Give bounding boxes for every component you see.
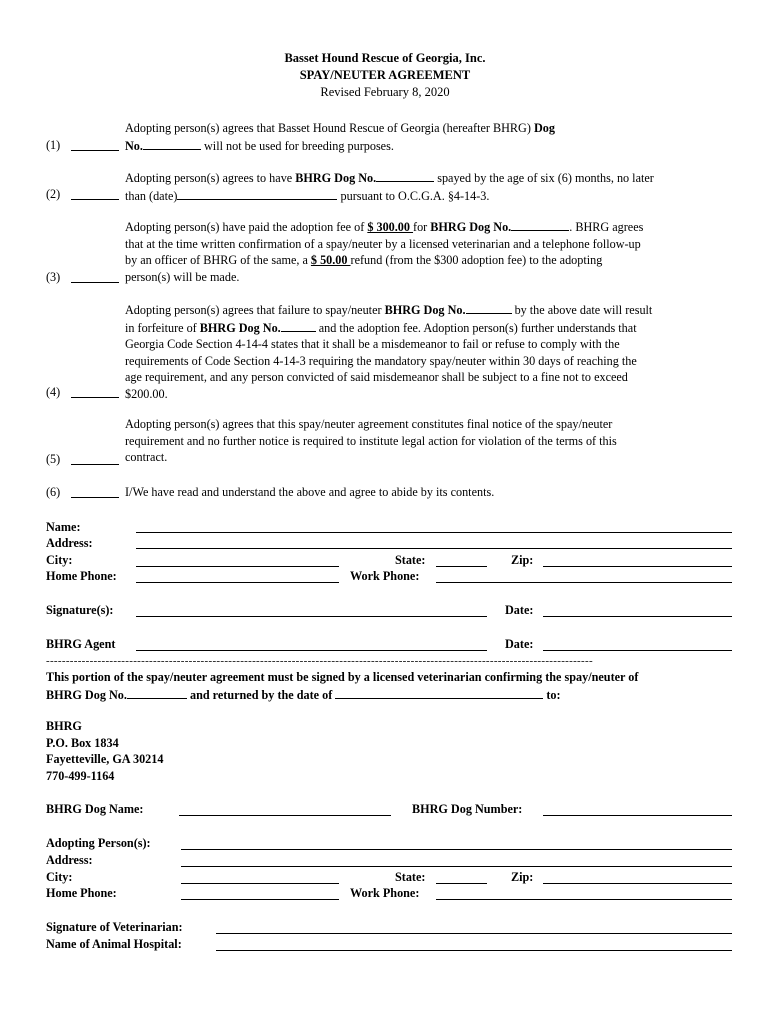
return-date-field[interactable] [335,686,543,699]
agent-field[interactable] [136,650,487,651]
vet-signature-field[interactable] [216,933,732,934]
vet-intro-to: to: [543,687,561,702]
clause-4 [125,301,725,402]
city-field[interactable] [136,566,339,567]
adopting-persons-field[interactable] [181,849,732,850]
vet-work-phone-label: Work Phone: [350,886,420,900]
clause-1-text-2: will not be used for breeding purposes. [200,138,394,153]
agent-date-label: Date: [505,637,534,651]
item-number-3: (3) [46,270,61,284]
dog-number-field-1[interactable] [143,137,201,150]
adopting-persons-label: Adopting Person(s): [46,836,151,850]
address-line-3: Fayetteville, GA 30214 [46,752,164,766]
clause-1 [125,120,725,154]
item-number-6: (6) [46,485,61,499]
clause-2-text-3: pursuant to O.C.G.A. §4-14-3. [337,188,490,203]
clause-4-text-8: $200.00. [125,386,168,401]
clause-2 [125,169,725,204]
address-field[interactable] [136,548,732,549]
clause-4-text-7: age requirement, and any person convicted of said misdemeanor shall be subject to a fine not to exceed [125,370,628,384]
clause-3-text-2: . BHRG agrees [569,220,644,234]
initial-field-5[interactable] [71,464,119,465]
dog-number-field-3[interactable] [511,218,569,231]
clause-4-text-2: by the above date will result [511,303,653,317]
clause-5-text-2: requirement and no further notice is required to institute legal action for violation of the terms of this [125,433,617,448]
vet-city-field[interactable] [181,883,339,884]
agent-label: BHRG Agent [46,637,116,651]
clause-2-dog: BHRG Dog No. [295,171,377,185]
clause-3-dog: BHRG Dog No. [430,220,512,234]
clause-4-text-4: and the adoption fee. Adoption person(s) further understands that [315,320,637,335]
initial-field-3[interactable] [71,282,119,283]
vet-intro-return: and returned by the date of [186,687,336,702]
org-title: Basset Hound Rescue of Georgia, Inc. [284,51,486,65]
vet-work-phone-field[interactable] [436,899,732,900]
work-phone-label: Work Phone: [350,569,420,583]
vet-home-phone-label: Home Phone: [46,886,117,900]
date-label: Date: [505,603,534,617]
clause-5-text-3: contract. [125,450,168,464]
clause-4-dog-2: BHRG Dog No. [199,320,281,335]
initial-field-1[interactable] [71,150,119,151]
vet-intro [46,669,736,703]
refund-amount: $ 50.00 [310,253,351,267]
vet-city-label: City: [46,870,73,884]
clause-4-text-5: Georgia Code Section 4-14-4 states that it shall be a misdemeanor to fail or refuse to comply with the [125,337,620,351]
dog-number-field-2[interactable] [376,169,434,182]
initial-field-4[interactable] [71,397,119,398]
adoption-fee: $ 300.00 [367,220,414,234]
dog-number-field-4[interactable] [466,301,512,314]
agent-date-field[interactable] [543,650,732,651]
clause-5 [125,416,725,466]
clause-4-text-6: requirements of Code Section 4-14-3 requiring the mandatory spay/neuter within 30 days of reaching the [125,353,637,368]
hospital-field[interactable] [216,950,732,951]
document-title: SPAY/NEUTER AGREEMENT [299,68,471,82]
vet-address-label: Address: [46,853,93,867]
item-number-5: (5) [46,452,61,466]
clause-3-text: Adopting person(s) have paid the adoption fee of [125,220,368,234]
clause-3-text-5: refund (from the $300 adoption fee) to the adopting [350,253,603,267]
vet-zip-field[interactable] [543,883,732,884]
clause-1-dog: Dog [533,121,555,135]
clause-3-text-4: by an officer of BHRG of the same, a [125,253,311,267]
home-phone-label: Home Phone: [46,569,117,583]
hospital-label: Name of Animal Hospital: [46,937,182,951]
item-number-1: (1) [46,138,61,152]
zip-field[interactable] [543,566,732,567]
vet-state-label: State: [395,870,426,884]
work-phone-field[interactable] [436,582,732,583]
cut-line: ------------------------------------------------------------------------------------------------------------------------------------------ [46,655,593,667]
vet-state-field[interactable] [436,883,487,884]
clause-1-text: Adopting person(s) agrees that Basset Hound Rescue of Georgia (hereafter BHRG) [125,121,534,135]
zip-label: Zip: [511,553,534,567]
clause-3-for: for [413,220,431,234]
clause-2-date-label: than (date) [125,188,178,203]
vet-intro-line-1: This portion of the spay/neuter agreement must be signed by a licensed veterinarian confirming the spay/neuter of [46,670,639,684]
state-label: State: [395,553,426,567]
date-field[interactable] [543,616,732,617]
initial-field-2[interactable] [71,199,119,200]
mailing-address [46,718,163,784]
dog-name-field[interactable] [179,815,391,816]
name-field[interactable] [136,532,732,533]
city-label: City: [46,553,73,567]
clause-4-dog: BHRG Dog No. [384,303,466,317]
vet-signature-label: Signature of Veterinarian: [46,920,183,934]
dog-number-field[interactable] [543,815,732,816]
initial-field-6[interactable] [71,497,119,498]
address-line-1: BHRG [46,719,82,733]
vet-zip-label: Zip: [511,870,534,884]
address-line-2: P.O. Box 1834 [46,735,119,750]
clause-1-no: No. [125,138,143,153]
dog-number-label: BHRG Dog Number: [412,802,523,816]
vet-home-phone-field[interactable] [181,899,339,900]
home-phone-field[interactable] [136,582,339,583]
state-field[interactable] [436,566,487,567]
vet-dog-number-field[interactable] [127,686,187,699]
clause-3-text-3: that at the time written confirmation of a spay/neuter by a licensed veterinarian and a telephone follow-up [125,236,641,251]
signature-label: Signature(s): [46,603,114,617]
vet-intro-dog-no: BHRG Dog No. [46,687,127,702]
clause-4-text: Adopting person(s) agrees that failure to spay/neuter [125,303,385,317]
clause-4-text-3: in forfeiture of [125,320,200,335]
spay-date-field[interactable] [177,187,337,200]
clause-5-text: Adopting person(s) agrees that this spay/neuter agreement constitutes final notice of the spay/neuter [125,417,613,431]
revised-date: Revised February 8, 2020 [320,85,450,99]
item-number-4: (4) [46,385,61,399]
item-number-2: (2) [46,187,61,201]
dog-number-field-5[interactable] [281,319,316,332]
clause-6: I/We have read and understand the above and agree to abide by its contents. [125,485,495,499]
phone-number: 770-499-1164 [46,768,115,783]
dog-name-label: BHRG Dog Name: [46,802,144,816]
name-label: Name: [46,520,81,534]
clause-2-text: Adopting person(s) agrees to have [125,171,296,185]
signature-field[interactable] [136,616,487,617]
clause-2-text-2: spayed by the age of six (6) months, no later [434,171,654,185]
vet-address-field[interactable] [181,866,732,867]
clause-3-text-6: person(s) will be made. [125,269,240,284]
address-label: Address: [46,536,93,550]
clause-3 [125,218,725,285]
